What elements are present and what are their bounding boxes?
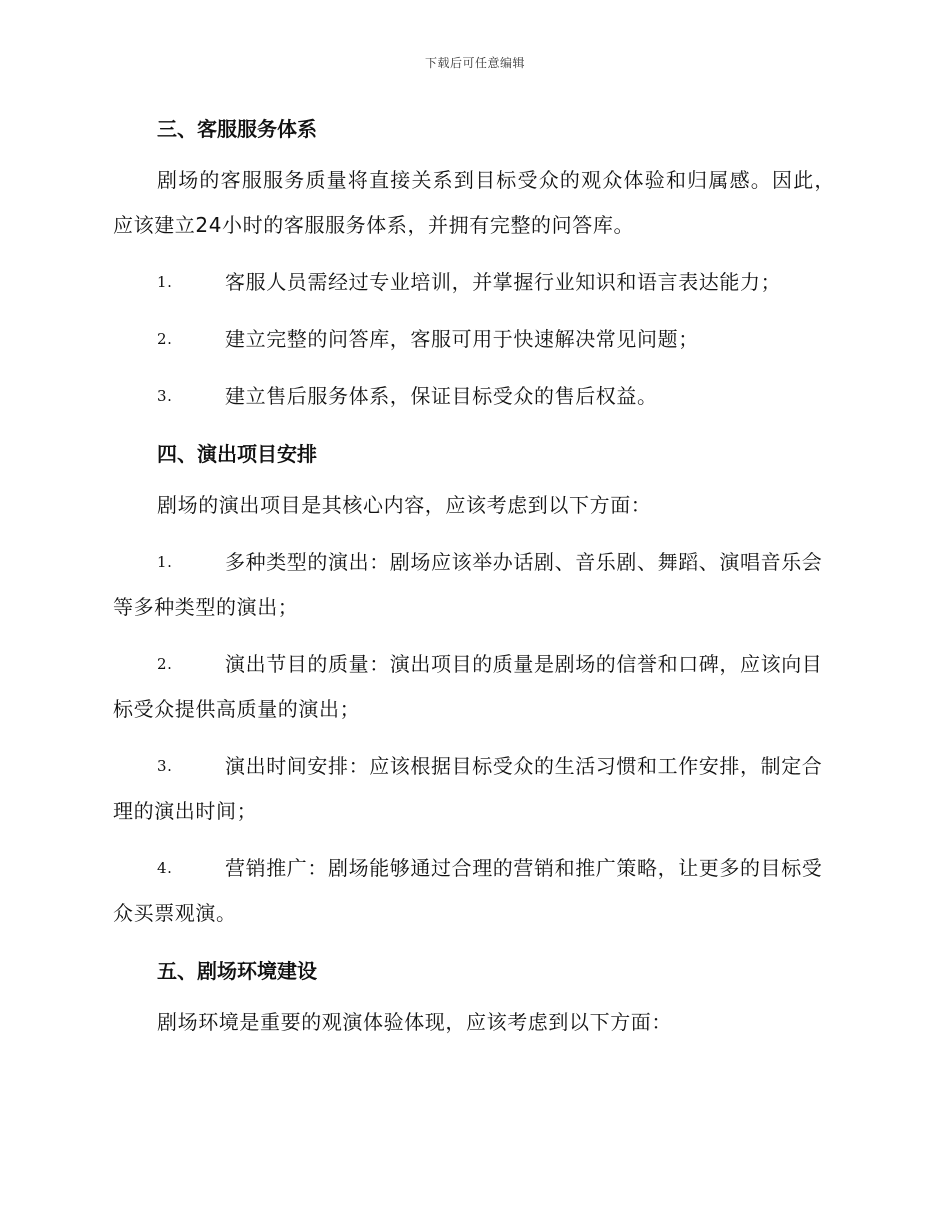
section-5-intro: 剧场环境是重要的观演体验体现，应该考虑到以下方面：: [157, 1010, 672, 1034]
list-item-text: 客服人员需经过专业培训，并掌握行业知识和语言表达能力；: [225, 270, 782, 294]
section-heading-3: 三、客服服务体系: [157, 117, 317, 141]
list-item-text: 多种类型的演出：剧场应该举办话剧、音乐剧、舞蹈、演唱音乐会等多种类型的演出；: [113, 550, 823, 619]
list-item-text: 建立售后服务体系，保证目标受众的售后权益。: [225, 384, 658, 408]
header-note: 下载后可任意编辑: [424, 56, 525, 70]
list-item-text: 建立完整的问答库，客服可用于快速解决常见问题；: [225, 327, 699, 351]
list-item: [113, 317, 835, 362]
list-item: [113, 374, 835, 419]
list-item-text: 演出时间安排：应该根据目标受众的生活习惯和工作安排，制定合理的演出时间；: [113, 754, 823, 823]
list-item: [113, 540, 835, 630]
document-body: [113, 108, 835, 1045]
list-item-number: 1.: [157, 553, 173, 571]
list-item-number: 2.: [157, 330, 173, 348]
section-heading-5: 五、剧场环境建设: [157, 959, 317, 983]
section-3-intro: 剧场的客服服务质量将直接关系到目标受众的观众体验和归属感。因此，应该建立24小时的客服服务体系，并拥有完整的问答库。: [113, 168, 835, 237]
list-item-number: 3.: [157, 757, 173, 775]
list-item-number: 2.: [157, 655, 173, 673]
list-item-text: 营销推广：剧场能够通过合理的营销和推广策略，让更多的目标受众买票观演。: [113, 856, 823, 925]
list-item: [113, 744, 835, 834]
list-item-number: 3.: [157, 387, 173, 405]
list-item-text: 演出节目的质量：演出项目的质量是剧场的信誉和口碑，应该向目标受众提供高质量的演出；: [113, 652, 823, 721]
list-item: [113, 642, 835, 732]
list-item: [113, 846, 835, 936]
list-item-number: 1.: [157, 273, 173, 291]
list-item-number: 4.: [157, 859, 173, 877]
list-item: [113, 260, 835, 305]
section-heading-4: 四、演出项目安排: [157, 442, 317, 466]
section-4-intro: 剧场的演出项目是其核心内容，应该考虑到以下方面：: [157, 493, 652, 517]
